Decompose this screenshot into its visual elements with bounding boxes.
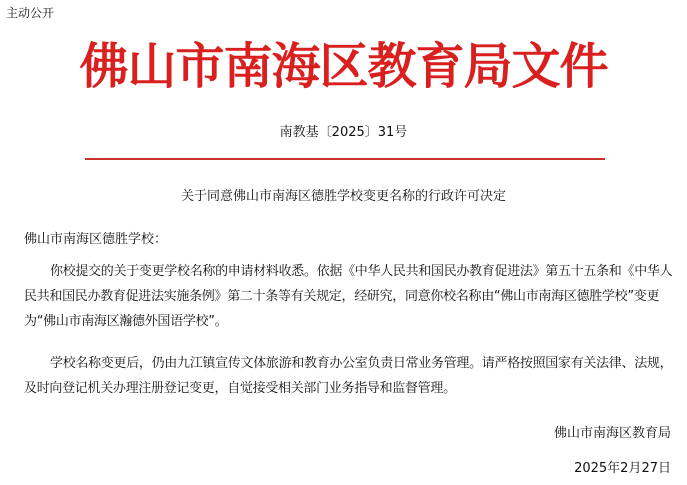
document-masthead: 佛山市南海区教育局文件 xyxy=(79,38,608,95)
body-paragraph-2: 学校名称变更后，仍由九江镇宣传文体旅游和教育办公室负责日常业务管理。请严格按照国家有关法律、法规，及时向登记机关办理注册登记变更，自觉接受相关部门业务指导和监督管理。 xyxy=(24,356,673,396)
issue-date: 2025年2月27日 xyxy=(574,461,671,476)
disclosure-label: 主动公开 xyxy=(6,6,55,20)
red-divider xyxy=(85,158,605,160)
addressee: 佛山市南海区德胜学校： xyxy=(24,232,168,247)
document-title: 关于同意佛山市南海区德胜学校变更名称的行政许可决定 xyxy=(180,189,506,204)
issuing-authority: 佛山市南海区教育局 xyxy=(553,426,671,441)
body-paragraph-1: 你校提交的关于变更学校名称的申请材料收悉。依据《中华人民共和国民办教育促进法》第五十五条和《中华人民共和国民办教育促进法实施条例》第二十条等有关规定，经研究，同意你校名称由“佛山市南海区德胜学校”变更为“佛山市南海区瀚德外国语学校”。 xyxy=(24,264,673,329)
document-number: 南教基〔2025〕31号 xyxy=(279,125,408,140)
